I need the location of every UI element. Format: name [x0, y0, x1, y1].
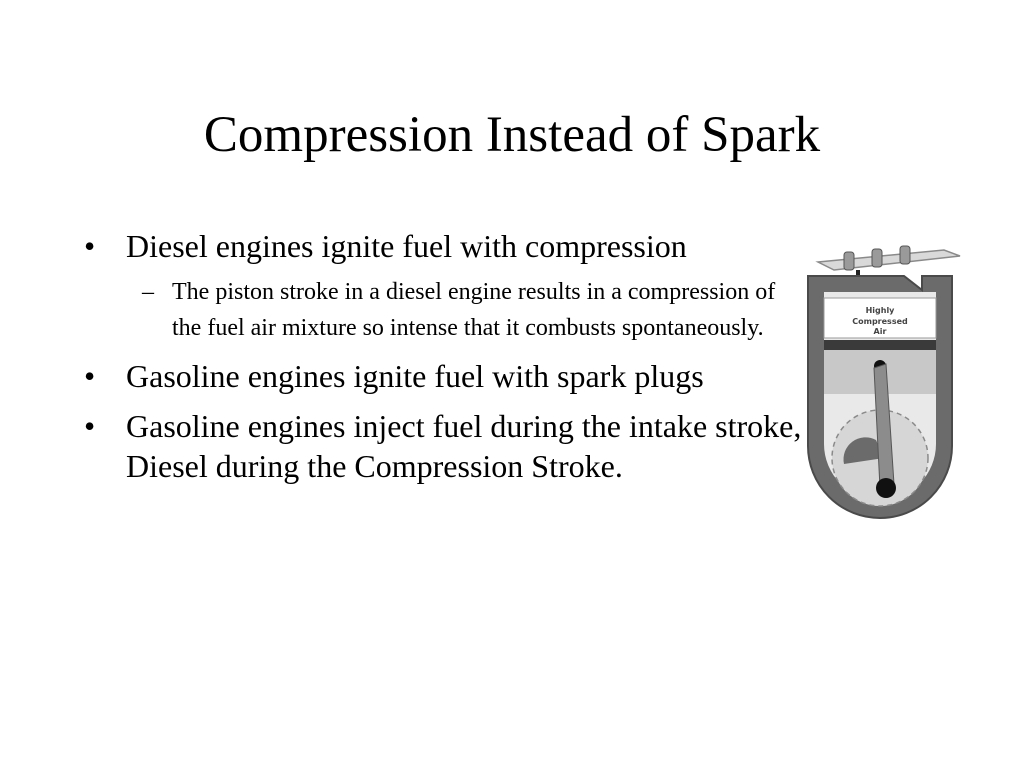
diesel-engine-figure	[794, 232, 964, 530]
sub-bullet-marker: –	[142, 279, 154, 305]
bullet-text: Gasoline engines ignite fuel with spark plugs	[126, 358, 704, 394]
bullet-marker: •	[84, 228, 96, 264]
bullet-item	[82, 226, 802, 346]
slide-title: Compression Instead of Spark	[203, 107, 821, 163]
sub-bullet-text: The piston stroke in a diesel engine results in a compression of the fuel air mixture so intense that it combusts spontaneously.	[172, 279, 776, 341]
bullet-list	[82, 226, 802, 496]
chamber-label-line: Highly	[865, 306, 895, 315]
bullet-marker: •	[84, 408, 96, 444]
bullet-text: Diesel engines ignite fuel with compression	[126, 228, 687, 264]
bullet-item	[82, 356, 802, 396]
bullet-marker: •	[84, 358, 96, 394]
chamber-label-line: Air	[873, 327, 887, 336]
sub-bullet-item	[126, 274, 802, 346]
crank-pin	[876, 478, 896, 498]
bullet-text: Gasoline engines inject fuel during the intake stroke, Diesel during the Compression Stroke.	[126, 408, 802, 484]
chamber-label-line: Compressed	[852, 317, 908, 326]
sub-bullet-list	[126, 274, 802, 346]
bullet-item	[82, 406, 802, 486]
